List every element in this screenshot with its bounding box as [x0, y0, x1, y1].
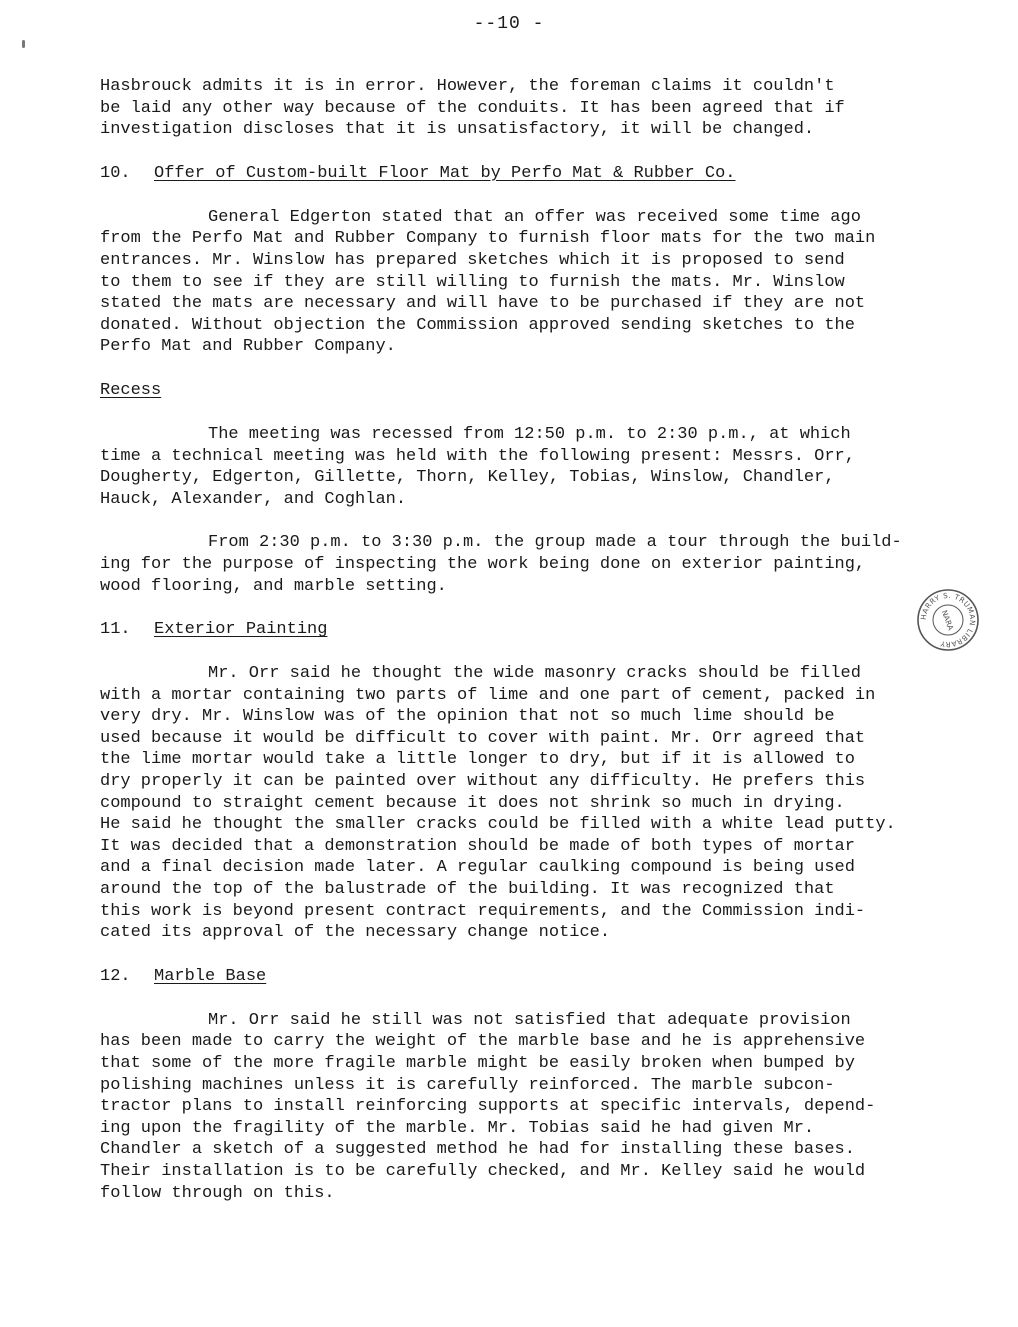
section-heading-12 [100, 966, 930, 988]
section-title: Offer of Custom-built Floor Mat by Perfo Mat & Rubber Co. [154, 163, 736, 183]
page-number: --10 - [473, 14, 545, 34]
section-number: 11. [100, 620, 131, 640]
section-heading-11 [100, 619, 930, 641]
recess-paragraph-2: From 2:30 p.m. to 3:30 p.m. the group made a tour through the build- ing for the purpose of inspecting the work being done on exterior painting, wood flooring, and marble setting. [100, 533, 902, 596]
section-title: Exterior Painting [154, 620, 328, 640]
section-10-paragraph: General Edgerton stated that an offer was received some time ago from the Perfo Mat and Rubber Company to furnish floor mats for the two main entrances. Mr. Winslow has prepared sketches which it is proposed to send to them to see if they are still willing to furnish the mats. Mr. Winslow stated the mats are necessary and will have to be purchased if they are not donated. Without objection the Commission approved sending sketches to the Perfo Mat and Rubber Company. [100, 207, 876, 357]
section-12-paragraph: Mr. Orr said he still was not satisfied that adequate provision has been made to carry the weight of the marble base and he is apprehensive that some of the more fragile marble might be easily broken when bumped by polishing machines unless it is carefully reinforced. The marble subcon- tractor plans to install reinforcing supports at specific intervals, depend- ing upon the fragility of the marble. Mr. Tobias said he had given Mr. Chandler a sketch of a suggested method he had for installing these bases. Their installation is to be carefully checked, and Mr. Kelley said he would follow through on this. [100, 1010, 876, 1203]
section-11-paragraph: Mr. Orr said he thought the wide masonry cracks should be filled with a mortar containing two parts of lime and one part of cement, packed in very dry. Mr. Winslow was of the opinion that not so much lime should be used because it would be difficult to cover with paint. Mr. Orr agreed that the lime mortar would take a little longer to dry, but if it is allowed to dry properly it can be painted over without any difficulty. He prefers this compound to straight cement because it does not shrink so much in drying. He said he thought the smaller cracks could be filled with a white lead putty. It was decided that a demonstration should be made of both types of mortar and a final decision made later. A regular caulking compound is being used around the top of the balustrade of the building. It was recognized that this work is beyond present contract requirements, and the Commission indi- cated its approval of the necessary change notice. [100, 664, 896, 943]
section-number: 10. [100, 163, 131, 183]
section-heading-10 [100, 163, 930, 185]
document-body [100, 76, 930, 1204]
recess-paragraph-1: The meeting was recessed from 12:50 p.m. to 2:30 p.m., at which time a technical meeting was held with the following present: Messrs. Orr, Dougherty, Edgerton, Gillette, Thorn, Kelley, Tobias, Winslow, Chandler, Hauck, Alexander, and Coghlan. [100, 424, 855, 509]
section-title: Marble Base [154, 966, 267, 986]
section-heading-recess [100, 380, 930, 402]
margin-mark [22, 40, 25, 48]
intro-paragraph: Hasbrouck admits it is in error. However, the foreman claims it couldn't be laid any other way because of the conduits. It has been agreed that if investigation discloses that it is unsatisfactory, it will be changed. [100, 77, 845, 140]
stamp-center-text: NARA [939, 608, 956, 632]
stamp-ring-text: HARRY S. TRUMAN LIBRARY [918, 590, 978, 650]
section-number: 12. [100, 966, 131, 986]
library-stamp-seal [916, 588, 980, 652]
section-title: Recess [100, 380, 162, 400]
